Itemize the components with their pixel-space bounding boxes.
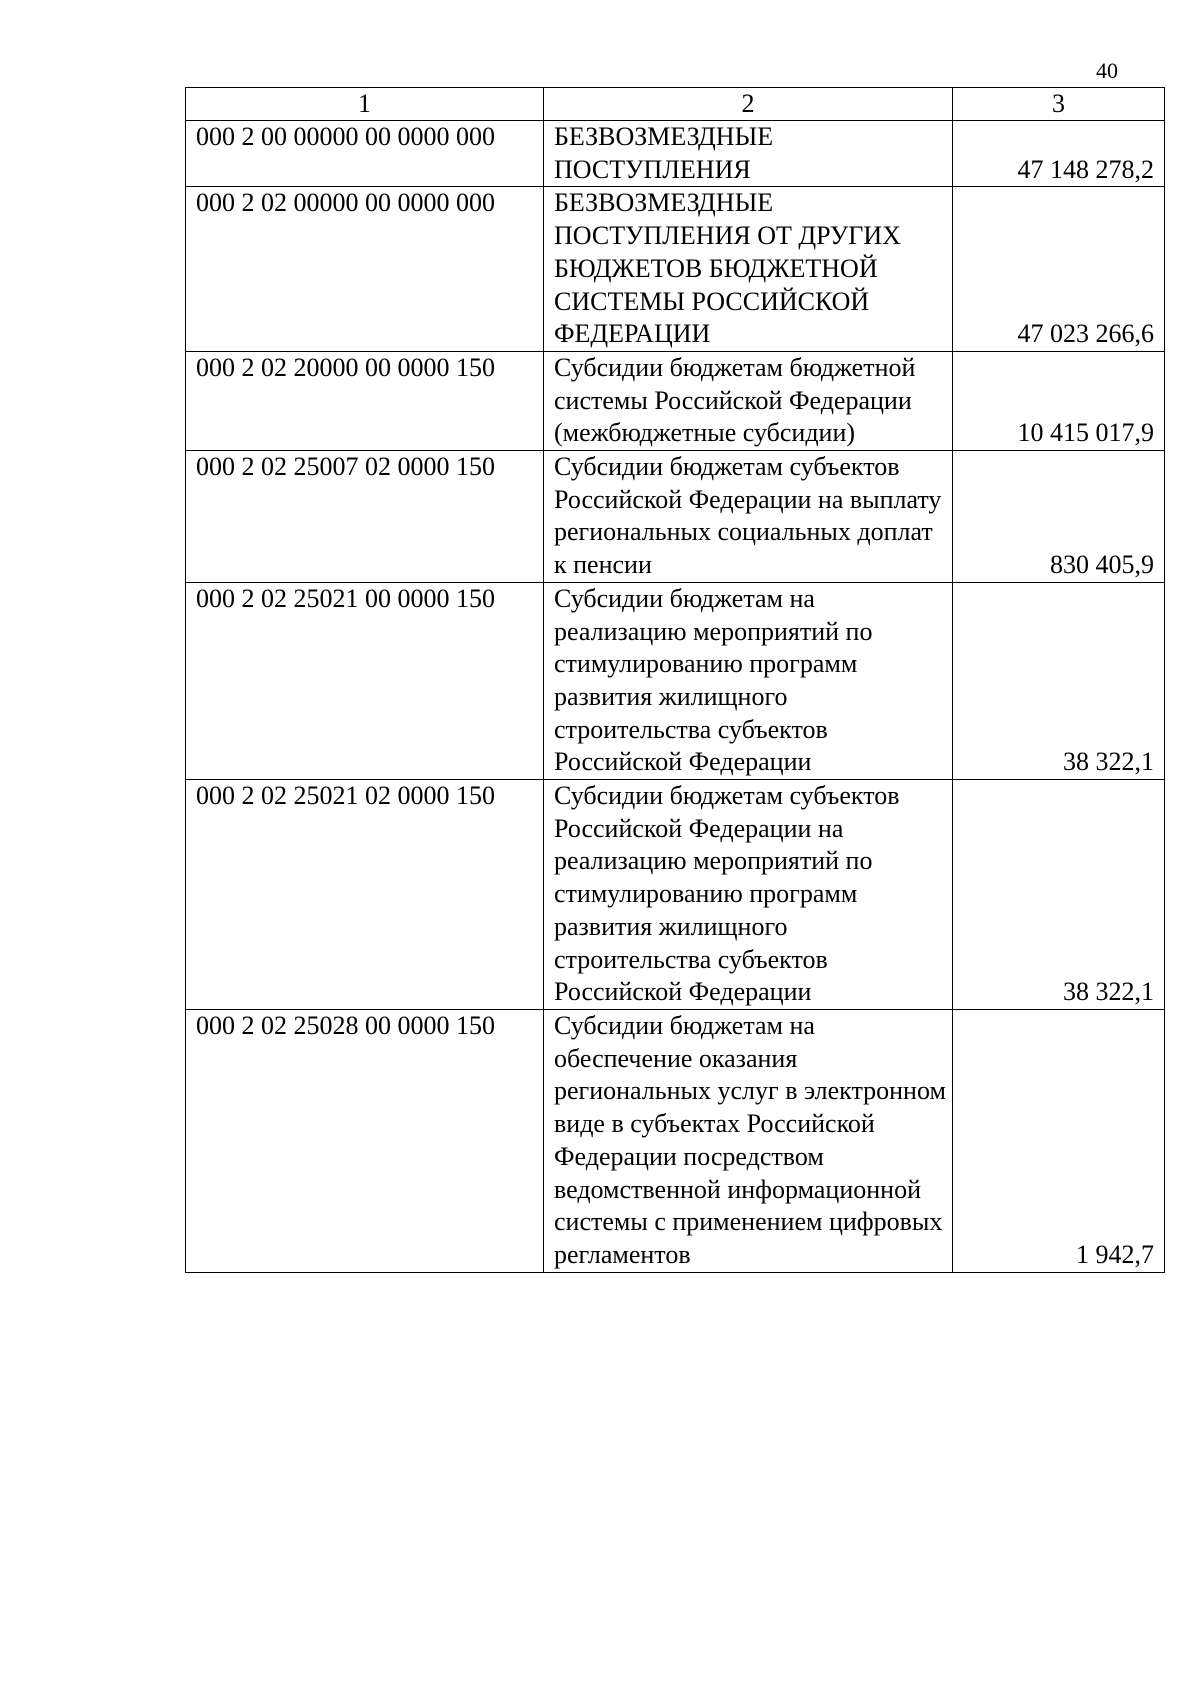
table-row xyxy=(186,1009,1165,1272)
budget-code-cell: 000 2 02 25028 00 0000 150 xyxy=(186,1009,544,1272)
revenue-name-cell: Субсидии бюджетам субъектов Российской Федерации на реализацию мероприятий по стимулированию программ развития жилищного строительства субъектов Российской Федерации xyxy=(544,780,953,1010)
revenue-name-cell: Субсидии бюджетам на обеспечение оказания региональных услуг в электронном виде в субъектах Российской Федерации посредством ведомственной информационной системы с применением цифровых регламентов xyxy=(544,1009,953,1272)
table-header-row xyxy=(186,88,1165,121)
amount-cell: 10 415 017,9 xyxy=(953,351,1165,450)
amount-cell: 38 322,1 xyxy=(953,582,1165,779)
budget-code-cell: 000 2 02 25021 02 0000 150 xyxy=(186,780,544,1010)
budget-code-cell: 000 2 00 00000 00 0000 000 xyxy=(186,121,544,187)
column-header-name: 2 xyxy=(544,88,953,121)
column-header-amount: 3 xyxy=(953,88,1165,121)
budget-revenue-table xyxy=(185,87,1165,1273)
revenue-name-cell: БЕЗВОЗМЕЗДНЫЕ ПОСТУПЛЕНИЯ ОТ ДРУГИХ БЮДЖЕТОВ БЮДЖЕТНОЙ СИСТЕМЫ РОССИЙСКОЙ ФЕДЕРАЦИИ xyxy=(544,187,953,352)
table-row xyxy=(186,582,1165,779)
table-row xyxy=(186,780,1165,1010)
table-row xyxy=(186,451,1165,583)
revenue-name-cell: Субсидии бюджетам бюджетной системы Российской Федерации (межбюджетные субсидии) xyxy=(544,351,953,450)
table-row xyxy=(186,121,1165,187)
table-row xyxy=(186,187,1165,352)
budget-code-cell: 000 2 02 20000 00 0000 150 xyxy=(186,351,544,450)
amount-cell: 830 405,9 xyxy=(953,451,1165,583)
revenue-name-cell: БЕЗВОЗМЕЗДНЫЕ ПОСТУПЛЕНИЯ xyxy=(544,121,953,187)
page-number: 40 xyxy=(1096,58,1118,83)
revenue-name-cell: Субсидии бюджетам на реализацию мероприятий по стимулированию программ развития жилищного строительства субъектов Российской Федерации xyxy=(544,582,953,779)
budget-code-cell: 000 2 02 25007 02 0000 150 xyxy=(186,451,544,583)
table-row xyxy=(186,351,1165,450)
amount-cell: 47 148 278,2 xyxy=(953,121,1165,187)
budget-code-cell: 000 2 02 00000 00 0000 000 xyxy=(186,187,544,352)
column-header-code: 1 xyxy=(186,88,544,121)
budget-code-cell: 000 2 02 25021 00 0000 150 xyxy=(186,582,544,779)
amount-cell: 38 322,1 xyxy=(953,780,1165,1010)
amount-cell: 47 023 266,6 xyxy=(953,187,1165,352)
amount-cell: 1 942,7 xyxy=(953,1009,1165,1272)
revenue-name-cell: Субсидии бюджетам субъектов Российской Федерации на выплату региональных социальных доплат к пенсии xyxy=(544,451,953,583)
